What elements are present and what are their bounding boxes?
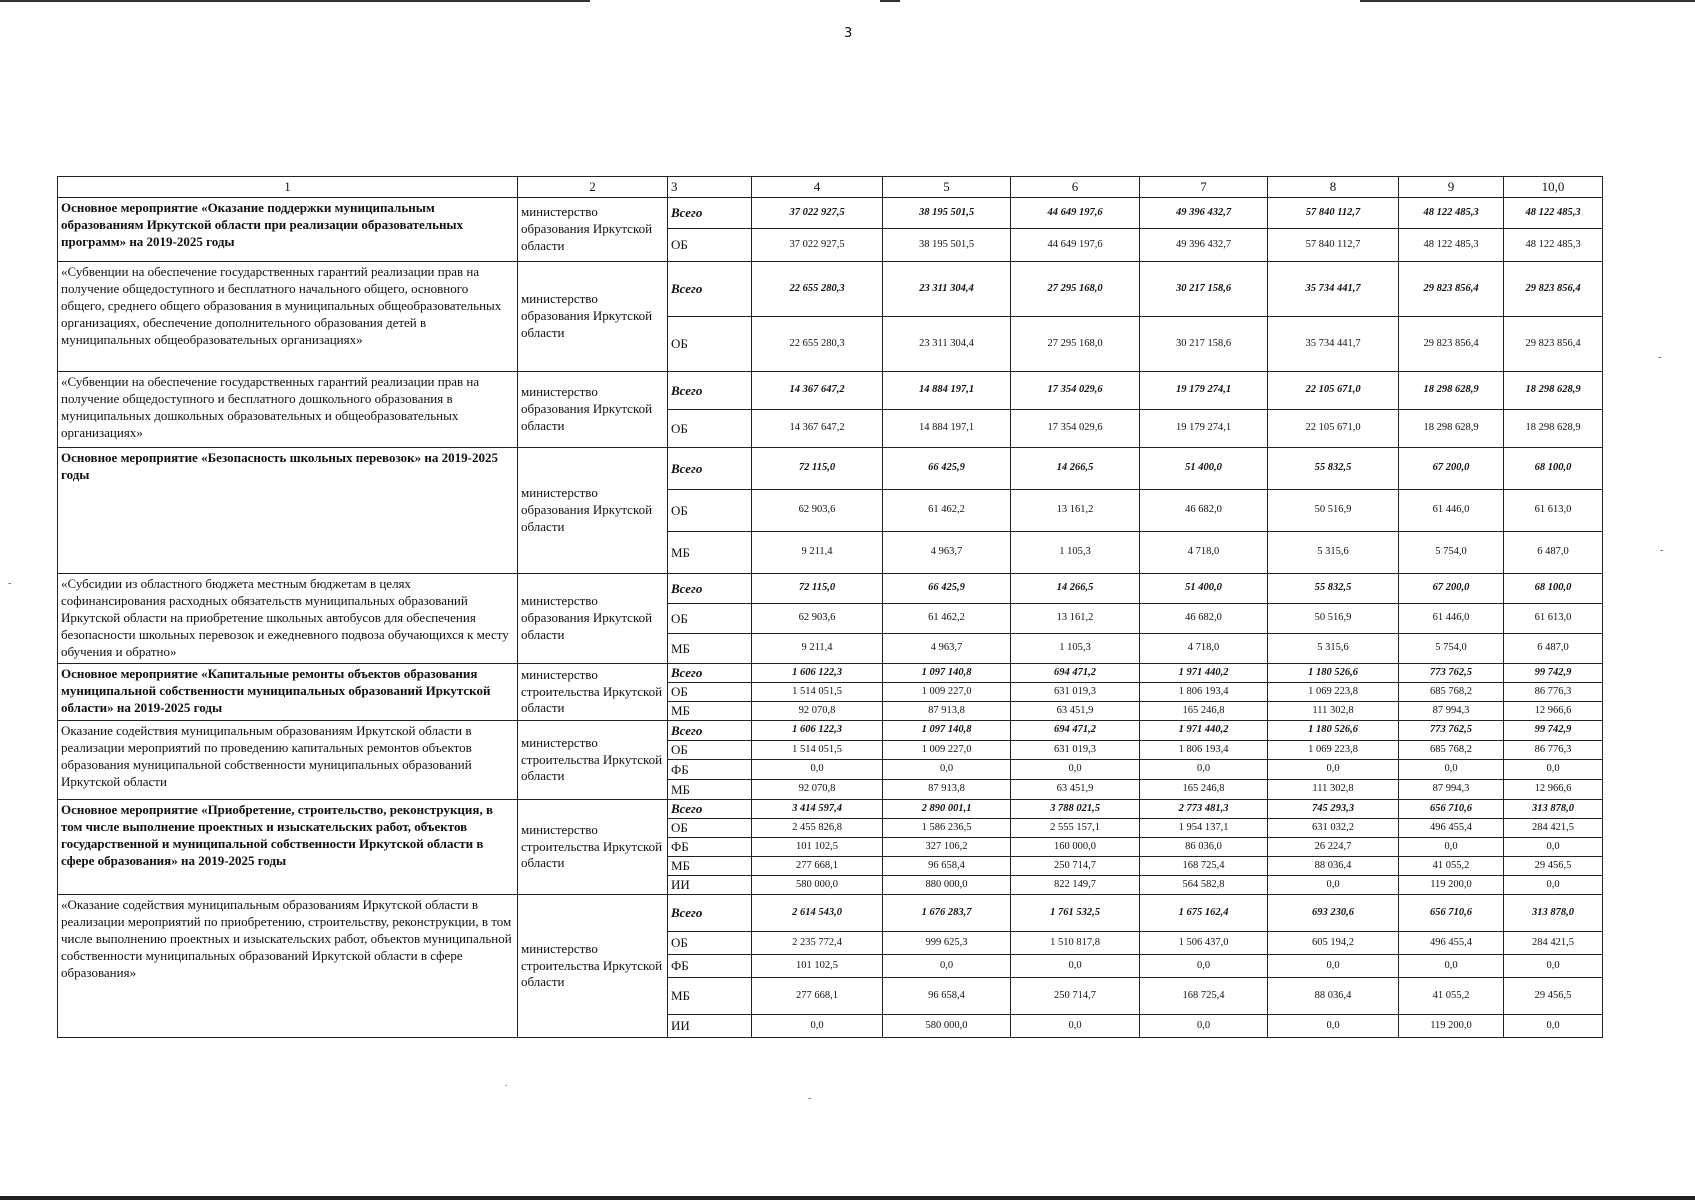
- amount-cell: 13 161,2: [1011, 604, 1140, 634]
- funding-source: ОБ: [668, 819, 752, 838]
- amount-cell: 86 036,0: [1140, 838, 1268, 857]
- amount-cell: 29 823 856,4: [1399, 317, 1504, 372]
- amount-cell: 1 806 193,4: [1140, 741, 1268, 760]
- funding-source: ОБ: [668, 490, 752, 532]
- amount-cell: 87 913,8: [883, 702, 1011, 721]
- amount-cell: 2 614 543,0: [752, 895, 883, 932]
- amount-cell: 68 100,0: [1504, 574, 1603, 604]
- amount-cell: 17 354 029,6: [1011, 410, 1140, 448]
- amount-cell: 12 966,6: [1504, 780, 1603, 800]
- amount-cell: 63 451,9: [1011, 780, 1140, 800]
- amount-cell: 23 311 304,4: [883, 262, 1011, 317]
- funding-source: ОБ: [668, 932, 752, 955]
- amount-cell: 4 963,7: [883, 634, 1011, 664]
- amount-cell: 685 768,2: [1399, 683, 1504, 702]
- amount-cell: 1 510 817,8: [1011, 932, 1140, 955]
- amount-cell: 1 009 227,0: [883, 741, 1011, 760]
- amount-cell: 13 161,2: [1011, 490, 1140, 532]
- amount-cell: 86 776,3: [1504, 741, 1603, 760]
- amount-cell: 1 675 162,4: [1140, 895, 1268, 932]
- amount-cell: 49 396 432,7: [1140, 229, 1268, 262]
- column-header: 6: [1011, 177, 1140, 198]
- amount-cell: 61 462,2: [883, 490, 1011, 532]
- amount-cell: 250 714,7: [1011, 978, 1140, 1015]
- amount-cell: 5 754,0: [1399, 634, 1504, 664]
- amount-cell: 0,0: [1399, 838, 1504, 857]
- amount-cell: 1 069 223,8: [1268, 683, 1399, 702]
- funding-source: ФБ: [668, 838, 752, 857]
- column-header: 10,0: [1504, 177, 1603, 198]
- table-row: [58, 895, 1603, 932]
- amount-cell: 111 302,8: [1268, 702, 1399, 721]
- amount-cell: 1 514 051,5: [752, 741, 883, 760]
- amount-cell: 68 100,0: [1504, 448, 1603, 490]
- amount-cell: 0,0: [752, 1015, 883, 1038]
- amount-cell: 2 555 157,1: [1011, 819, 1140, 838]
- amount-cell: 37 022 927,5: [752, 198, 883, 229]
- table-row: [58, 198, 1603, 229]
- amount-cell: 19 179 274,1: [1140, 410, 1268, 448]
- funding-source: Всего: [668, 574, 752, 604]
- activity-name: «Оказание содействия муниципальным образованиям Иркутской области в реализации мероприятий по приобретению, строительству, реконструкции, в том числе выполнению проектных и изыскательских работ, объектов муниципальной собственности муниципальных образований Иркутской области в сфере образования»: [58, 895, 518, 1038]
- amount-cell: 631 019,3: [1011, 741, 1140, 760]
- page-number: 3: [844, 26, 853, 41]
- amount-cell: 0,0: [1268, 1015, 1399, 1038]
- amount-cell: 12 966,6: [1504, 702, 1603, 721]
- amount-cell: 0,0: [1011, 1015, 1140, 1038]
- funding-source: ИИ: [668, 876, 752, 895]
- funding-source: МБ: [668, 532, 752, 574]
- amount-cell: 1 586 236,5: [883, 819, 1011, 838]
- amount-cell: 41 055,2: [1399, 978, 1504, 1015]
- amount-cell: 87 994,3: [1399, 780, 1504, 800]
- amount-cell: 99 742,9: [1504, 664, 1603, 683]
- amount-cell: 67 200,0: [1399, 448, 1504, 490]
- amount-cell: 1 009 227,0: [883, 683, 1011, 702]
- amount-cell: 1 180 526,6: [1268, 664, 1399, 683]
- amount-cell: 0,0: [1140, 955, 1268, 978]
- funding-source: ОБ: [668, 604, 752, 634]
- amount-cell: 880 000,0: [883, 876, 1011, 895]
- amount-cell: 92 070,8: [752, 780, 883, 800]
- amount-cell: 66 425,9: [883, 574, 1011, 604]
- amount-cell: 61 462,2: [883, 604, 1011, 634]
- amount-cell: 27 295 168,0: [1011, 317, 1140, 372]
- amount-cell: 101 102,5: [752, 955, 883, 978]
- amount-cell: 119 200,0: [1399, 1015, 1504, 1038]
- amount-cell: 61 446,0: [1399, 604, 1504, 634]
- amount-cell: 168 725,4: [1140, 857, 1268, 876]
- funding-source: Всего: [668, 800, 752, 819]
- activity-name: «Субвенции на обеспечение государственных гарантий реализации прав на получение общедоступного и бесплатного дошкольного образования в муниципальных дошкольных образовательных и общеобразовательных организациях»: [58, 372, 518, 448]
- amount-cell: 9 211,4: [752, 634, 883, 664]
- funding-source: МБ: [668, 780, 752, 800]
- amount-cell: 66 425,9: [883, 448, 1011, 490]
- funding-source: МБ: [668, 634, 752, 664]
- amount-cell: 19 179 274,1: [1140, 372, 1268, 410]
- amount-cell: 119 200,0: [1399, 876, 1504, 895]
- activity-name: Основное мероприятие «Оказание поддержки муниципальным образованиям Иркутской области при реализации образовательных программ» на 2019-2025 годы: [58, 198, 518, 262]
- column-header: 8: [1268, 177, 1399, 198]
- amount-cell: 1 606 122,3: [752, 721, 883, 741]
- amount-cell: 14 367 647,2: [752, 372, 883, 410]
- amount-cell: 3 788 021,5: [1011, 800, 1140, 819]
- executor: министерство образования Иркутской области: [518, 448, 668, 574]
- amount-cell: 96 658,4: [883, 857, 1011, 876]
- amount-cell: 0,0: [1140, 760, 1268, 780]
- column-header: 1: [58, 177, 518, 198]
- header-row: [58, 177, 1603, 198]
- funding-source: МБ: [668, 702, 752, 721]
- amount-cell: 0,0: [1268, 760, 1399, 780]
- amount-cell: 6 487,0: [1504, 634, 1603, 664]
- amount-cell: 0,0: [1268, 955, 1399, 978]
- amount-cell: 284 421,5: [1504, 932, 1603, 955]
- activity-name: Основное мероприятие «Капитальные ремонты объектов образования муниципальной собственности муниципальных образований Иркутской области» на 2019-2025 годы: [58, 664, 518, 721]
- amount-cell: 773 762,5: [1399, 721, 1504, 741]
- column-header: 7: [1140, 177, 1268, 198]
- amount-cell: 23 311 304,4: [883, 317, 1011, 372]
- funding-source: Всего: [668, 664, 752, 683]
- funding-source: Всего: [668, 262, 752, 317]
- amount-cell: 284 421,5: [1504, 819, 1603, 838]
- amount-cell: 46 682,0: [1140, 490, 1268, 532]
- table-row: [58, 721, 1603, 741]
- amount-cell: 22 655 280,3: [752, 262, 883, 317]
- amount-cell: 18 298 628,9: [1504, 410, 1603, 448]
- table-row: [58, 262, 1603, 317]
- amount-cell: 327 106,2: [883, 838, 1011, 857]
- amount-cell: 631 019,3: [1011, 683, 1140, 702]
- scan-edge-top: [0, 0, 1695, 3]
- amount-cell: 3 414 597,4: [752, 800, 883, 819]
- amount-cell: 0,0: [1268, 876, 1399, 895]
- executor: министерство образования Иркутской области: [518, 262, 668, 372]
- amount-cell: 1 954 137,1: [1140, 819, 1268, 838]
- amount-cell: 496 455,4: [1399, 932, 1504, 955]
- amount-cell: 694 471,2: [1011, 664, 1140, 683]
- amount-cell: 17 354 029,6: [1011, 372, 1140, 410]
- amount-cell: 1 180 526,6: [1268, 721, 1399, 741]
- amount-cell: 0,0: [1140, 1015, 1268, 1038]
- amount-cell: 61 613,0: [1504, 604, 1603, 634]
- amount-cell: 62 903,6: [752, 490, 883, 532]
- amount-cell: 4 718,0: [1140, 532, 1268, 574]
- amount-cell: 44 649 197,6: [1011, 198, 1140, 229]
- amount-cell: 1 105,3: [1011, 634, 1140, 664]
- amount-cell: 1 105,3: [1011, 532, 1140, 574]
- column-header: 2: [518, 177, 668, 198]
- amount-cell: 277 668,1: [752, 857, 883, 876]
- amount-cell: 29 823 856,4: [1504, 262, 1603, 317]
- amount-cell: 35 734 441,7: [1268, 317, 1399, 372]
- amount-cell: 51 400,0: [1140, 574, 1268, 604]
- funding-source: МБ: [668, 857, 752, 876]
- executor: министерство строительства Иркутской области: [518, 664, 668, 721]
- amount-cell: 656 710,6: [1399, 800, 1504, 819]
- column-header: 4: [752, 177, 883, 198]
- amount-cell: 87 994,3: [1399, 702, 1504, 721]
- amount-cell: 48 122 485,3: [1504, 229, 1603, 262]
- activity-name: Оказание содействия муниципальным образованиям Иркутской области в реализации мероприятий по проведению капитальных ремонтов объектов образования муниципальной собственности муниципальных образований Иркутской области: [58, 721, 518, 800]
- amount-cell: 605 194,2: [1268, 932, 1399, 955]
- table-row: [58, 800, 1603, 819]
- amount-cell: 48 122 485,3: [1504, 198, 1603, 229]
- amount-cell: 1 506 437,0: [1140, 932, 1268, 955]
- activity-name: «Субсидии из областного бюджета местным бюджетам в целях софинансирования расходных обязательств муниципальных образований Иркутской области на приобретение школьных автобусов для обеспечения безопасности школьных перевозок и ежедневного подвоза обучающихся к месту обучения и обратно»: [58, 574, 518, 664]
- amount-cell: 41 055,2: [1399, 857, 1504, 876]
- executor: министерство строительства Иркутской области: [518, 800, 668, 895]
- amount-cell: 61 613,0: [1504, 490, 1603, 532]
- amount-cell: 14 884 197,1: [883, 410, 1011, 448]
- amount-cell: 72 115,0: [752, 448, 883, 490]
- amount-cell: 38 195 501,5: [883, 229, 1011, 262]
- amount-cell: 496 455,4: [1399, 819, 1504, 838]
- amount-cell: 50 516,9: [1268, 604, 1399, 634]
- table-row: [58, 372, 1603, 410]
- funding-source: Всего: [668, 721, 752, 741]
- executor: министерство строительства Иркутской области: [518, 895, 668, 1038]
- amount-cell: 1 606 122,3: [752, 664, 883, 683]
- amount-cell: 88 036,4: [1268, 978, 1399, 1015]
- amount-cell: 50 516,9: [1268, 490, 1399, 532]
- column-header: 5: [883, 177, 1011, 198]
- amount-cell: 55 832,5: [1268, 448, 1399, 490]
- amount-cell: 5 315,6: [1268, 532, 1399, 574]
- amount-cell: 30 217 158,6: [1140, 262, 1268, 317]
- funding-source: ОБ: [668, 317, 752, 372]
- amount-cell: 30 217 158,6: [1140, 317, 1268, 372]
- amount-cell: 63 451,9: [1011, 702, 1140, 721]
- amount-cell: 564 582,8: [1140, 876, 1268, 895]
- amount-cell: 29 456,5: [1504, 857, 1603, 876]
- amount-cell: 5 315,6: [1268, 634, 1399, 664]
- amount-cell: 4 963,7: [883, 532, 1011, 574]
- amount-cell: 29 823 856,4: [1504, 317, 1603, 372]
- amount-cell: 57 840 112,7: [1268, 229, 1399, 262]
- amount-cell: 693 230,6: [1268, 895, 1399, 932]
- executor: министерство строительства Иркутской области: [518, 721, 668, 800]
- funding-source: ФБ: [668, 955, 752, 978]
- amount-cell: 57 840 112,7: [1268, 198, 1399, 229]
- amount-cell: 5 754,0: [1399, 532, 1504, 574]
- funding-source: Всего: [668, 198, 752, 229]
- amount-cell: 0,0: [1011, 760, 1140, 780]
- amount-cell: 14 367 647,2: [752, 410, 883, 448]
- amount-cell: 580 000,0: [883, 1015, 1011, 1038]
- executor: министерство образования Иркутской области: [518, 198, 668, 262]
- amount-cell: 49 396 432,7: [1140, 198, 1268, 229]
- funding-source: ОБ: [668, 741, 752, 760]
- amount-cell: 1 676 283,7: [883, 895, 1011, 932]
- amount-cell: 18 298 628,9: [1504, 372, 1603, 410]
- amount-cell: 631 032,2: [1268, 819, 1399, 838]
- amount-cell: 694 471,2: [1011, 721, 1140, 741]
- activity-name: Основное мероприятие «Безопасность школьных перевозок» на 2019-2025 годы: [58, 448, 518, 574]
- amount-cell: 0,0: [883, 760, 1011, 780]
- amount-cell: 1 806 193,4: [1140, 683, 1268, 702]
- amount-cell: 773 762,5: [1399, 664, 1504, 683]
- funding-source: ОБ: [668, 229, 752, 262]
- activity-name: Основное мероприятие «Приобретение, строительство, реконструкция, в том числе выполнение проектных и изыскательских работ, объектов государственной и муниципальной собственности Иркутской области в сфере образования» на 2019-2025 годы: [58, 800, 518, 895]
- amount-cell: 745 293,3: [1268, 800, 1399, 819]
- funding-source: Всего: [668, 372, 752, 410]
- table-row: [58, 574, 1603, 604]
- amount-cell: 29 823 856,4: [1399, 262, 1504, 317]
- amount-cell: 656 710,6: [1399, 895, 1504, 932]
- amount-cell: 0,0: [1504, 838, 1603, 857]
- amount-cell: 165 246,8: [1140, 780, 1268, 800]
- amount-cell: 6 487,0: [1504, 532, 1603, 574]
- column-header: 3: [668, 177, 752, 198]
- amount-cell: 14 884 197,1: [883, 372, 1011, 410]
- amount-cell: 165 246,8: [1140, 702, 1268, 721]
- amount-cell: 27 295 168,0: [1011, 262, 1140, 317]
- amount-cell: 51 400,0: [1140, 448, 1268, 490]
- amount-cell: 26 224,7: [1268, 838, 1399, 857]
- amount-cell: 55 832,5: [1268, 574, 1399, 604]
- amount-cell: 0,0: [1504, 1015, 1603, 1038]
- amount-cell: 87 913,8: [883, 780, 1011, 800]
- amount-cell: 37 022 927,5: [752, 229, 883, 262]
- amount-cell: 2 773 481,3: [1140, 800, 1268, 819]
- amount-cell: 38 195 501,5: [883, 198, 1011, 229]
- amount-cell: 0,0: [1504, 760, 1603, 780]
- activity-name: «Субвенции на обеспечение государственных гарантий реализации прав на получение общедоступного и бесплатного начального общего, основного общего, среднего общего образования в муниципальных общеобразовательных организациях, обеспечение дополнительного образования детей в муниципальных общеобразовательных организациях»: [58, 262, 518, 372]
- amount-cell: 0,0: [752, 760, 883, 780]
- amount-cell: 313 878,0: [1504, 895, 1603, 932]
- amount-cell: 22 105 671,0: [1268, 410, 1399, 448]
- amount-cell: 0,0: [1399, 955, 1504, 978]
- table-row: [58, 448, 1603, 490]
- amount-cell: 48 122 485,3: [1399, 198, 1504, 229]
- amount-cell: 2 235 772,4: [752, 932, 883, 955]
- amount-cell: 14 266,5: [1011, 574, 1140, 604]
- amount-cell: 92 070,8: [752, 702, 883, 721]
- amount-cell: 2 455 826,8: [752, 819, 883, 838]
- amount-cell: 1 514 051,5: [752, 683, 883, 702]
- funding-source: Всего: [668, 448, 752, 490]
- funding-source: ОБ: [668, 683, 752, 702]
- amount-cell: 22 105 671,0: [1268, 372, 1399, 410]
- amount-cell: 14 266,5: [1011, 448, 1140, 490]
- amount-cell: 101 102,5: [752, 838, 883, 857]
- amount-cell: 96 658,4: [883, 978, 1011, 1015]
- amount-cell: 61 446,0: [1399, 490, 1504, 532]
- amount-cell: 1 097 140,8: [883, 664, 1011, 683]
- amount-cell: 99 742,9: [1504, 721, 1603, 741]
- budget-table: [57, 176, 1603, 1038]
- amount-cell: 685 768,2: [1399, 741, 1504, 760]
- funding-source: ОБ: [668, 410, 752, 448]
- amount-cell: 67 200,0: [1399, 574, 1504, 604]
- table-row: [58, 664, 1603, 683]
- amount-cell: 18 298 628,9: [1399, 410, 1504, 448]
- amount-cell: 1 971 440,2: [1140, 664, 1268, 683]
- amount-cell: 313 878,0: [1504, 800, 1603, 819]
- funding-source: ФБ: [668, 760, 752, 780]
- amount-cell: 88 036,4: [1268, 857, 1399, 876]
- amount-cell: 35 734 441,7: [1268, 262, 1399, 317]
- scan-edge-bottom: [0, 1196, 1695, 1200]
- amount-cell: 111 302,8: [1268, 780, 1399, 800]
- funding-source: Всего: [668, 895, 752, 932]
- amount-cell: 86 776,3: [1504, 683, 1603, 702]
- funding-source: ИИ: [668, 1015, 752, 1038]
- amount-cell: 0,0: [1399, 760, 1504, 780]
- amount-cell: 580 000,0: [752, 876, 883, 895]
- executor: министерство образования Иркутской области: [518, 372, 668, 448]
- amount-cell: 22 655 280,3: [752, 317, 883, 372]
- amount-cell: 46 682,0: [1140, 604, 1268, 634]
- amount-cell: 250 714,7: [1011, 857, 1140, 876]
- amount-cell: 0,0: [1504, 955, 1603, 978]
- column-header: 9: [1399, 177, 1504, 198]
- amount-cell: 29 456,5: [1504, 978, 1603, 1015]
- amount-cell: 72 115,0: [752, 574, 883, 604]
- amount-cell: 9 211,4: [752, 532, 883, 574]
- amount-cell: 822 149,7: [1011, 876, 1140, 895]
- amount-cell: 1 069 223,8: [1268, 741, 1399, 760]
- amount-cell: 277 668,1: [752, 978, 883, 1015]
- amount-cell: 62 903,6: [752, 604, 883, 634]
- amount-cell: 48 122 485,3: [1399, 229, 1504, 262]
- amount-cell: 0,0: [883, 955, 1011, 978]
- amount-cell: 44 649 197,6: [1011, 229, 1140, 262]
- amount-cell: 168 725,4: [1140, 978, 1268, 1015]
- amount-cell: 160 000,0: [1011, 838, 1140, 857]
- amount-cell: 2 890 001,1: [883, 800, 1011, 819]
- amount-cell: 4 718,0: [1140, 634, 1268, 664]
- amount-cell: 999 625,3: [883, 932, 1011, 955]
- amount-cell: 0,0: [1011, 955, 1140, 978]
- amount-cell: 0,0: [1504, 876, 1603, 895]
- executor: министерство образования Иркутской области: [518, 574, 668, 664]
- amount-cell: 18 298 628,9: [1399, 372, 1504, 410]
- amount-cell: 1 097 140,8: [883, 721, 1011, 741]
- funding-source: МБ: [668, 978, 752, 1015]
- amount-cell: 1 761 532,5: [1011, 895, 1140, 932]
- amount-cell: 1 971 440,2: [1140, 721, 1268, 741]
